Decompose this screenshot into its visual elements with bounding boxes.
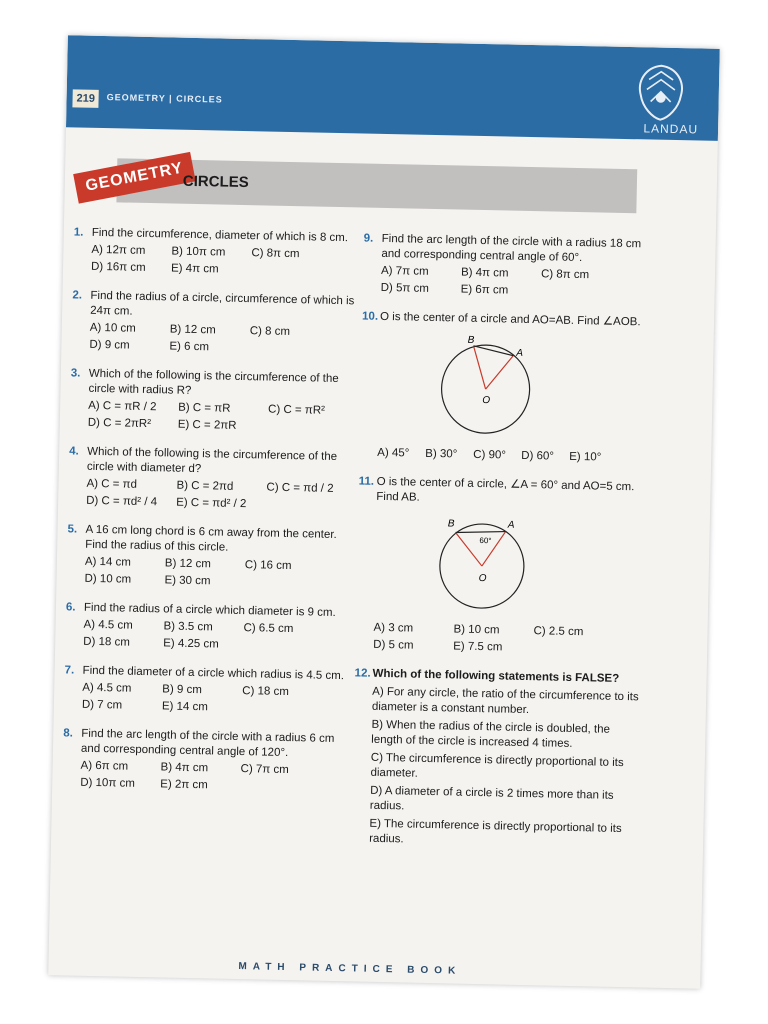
circle-diagram: [430, 330, 542, 442]
question-number: 4.: [69, 445, 79, 458]
question-1: [73, 225, 364, 280]
option: D) 7 cm: [81, 698, 123, 712]
question-4: [68, 444, 359, 514]
question-number: 10.: [361, 310, 379, 323]
option: A) C = πR / 2: [88, 399, 157, 414]
right-column: [351, 232, 654, 867]
option: D) 16π cm: [90, 260, 146, 274]
breadcrumb: GEOMETRY | CIRCLES: [106, 92, 223, 105]
book-footer: MATH PRACTICE BOOK: [238, 961, 462, 977]
question-text: Find the circumference, diameter of which is 8 cm.: [91, 226, 349, 245]
question-text: Find the arc length of the circle with a radius 18 cm and corresponding central angle of 60°.: [381, 232, 642, 265]
option: E) 14 cm: [161, 700, 209, 714]
question-text: Find the radius of a circle, circumference of which is 24π cm.: [90, 289, 355, 318]
option: A) 12π cm: [91, 243, 146, 257]
question-number: 8.: [63, 727, 74, 740]
option: C) 16 cm: [244, 559, 292, 573]
left-column: [62, 225, 364, 810]
question-text: Which of the following is the circumference of the circle with radius R?: [88, 367, 339, 397]
question-12: [351, 666, 645, 852]
point-label: B: [447, 518, 455, 530]
point-label: B: [467, 334, 475, 346]
statement: A) For any circle, the ratio of the circumference to its diameter is a constant number.: [371, 685, 639, 717]
option: C) C = πR²: [267, 403, 326, 417]
question-8: [62, 726, 353, 796]
option: C) 7π cm: [240, 763, 289, 777]
option: C) 8π cm: [251, 247, 300, 261]
option: E) 4π cm: [170, 262, 219, 276]
statement: B) When the radius of the circle is doubled, the length of the circle is increased 4 times.: [371, 718, 611, 750]
option: D) 10 cm: [84, 572, 132, 586]
option: C) C = πd / 2: [266, 481, 334, 495]
option: B) 9 cm: [162, 683, 202, 697]
option: E) 30 cm: [164, 574, 211, 588]
option: C) 6.5 cm: [243, 622, 294, 636]
option: D) 60°: [521, 449, 555, 463]
option: B) 30°: [425, 447, 458, 461]
question-3: [70, 366, 361, 436]
option: A) 4.5 cm: [83, 618, 133, 632]
question-number: 3.: [70, 367, 81, 380]
option: E) 7.5 cm: [453, 640, 503, 654]
option: D) 10π cm: [80, 776, 135, 790]
option: E) C = πd² / 2: [176, 496, 247, 511]
option: B) C = 2πd: [176, 479, 234, 493]
circle-diagram: [426, 510, 538, 617]
option: C) 2.5 cm: [533, 625, 584, 639]
question-number: 9.: [363, 232, 374, 245]
statement: E) The circumference is directly proportional to its radius.: [369, 817, 622, 846]
question-number: 7.: [64, 664, 75, 677]
point-label: A: [507, 519, 515, 531]
option: C) 90°: [473, 448, 507, 462]
option: A) C = πd: [86, 477, 138, 491]
brand-name: LANDAU: [643, 121, 699, 137]
option: E) 6π cm: [460, 283, 509, 297]
option: B) 10π cm: [171, 245, 226, 259]
option: A) 14 cm: [84, 555, 132, 569]
question-5: [66, 522, 357, 592]
option: A) 6π cm: [80, 759, 129, 773]
lion-logo-icon: [630, 61, 691, 124]
option: D) 18 cm: [83, 635, 130, 649]
question-text: O is the center of a circle and AO=AB. Find ∠AOB.: [379, 310, 641, 329]
question-number: 2.: [72, 289, 83, 302]
option: B) 12 cm: [164, 557, 212, 571]
option: A) 10 cm: [89, 321, 136, 335]
question-text: O is the center of a circle, ∠A = 60° and AO=5 cm. Find AB.: [376, 475, 635, 504]
question-text: Find the diameter of a circle which radius is 4.5 cm.: [82, 664, 345, 683]
question-text: Find the arc length of the circle with a radius 6 cm and corresponding central angle of 120°.: [80, 727, 335, 760]
question-6: [65, 600, 356, 655]
option: A) 45°: [377, 446, 410, 460]
page-number: 219: [72, 89, 99, 108]
option: D) 5 cm: [373, 638, 414, 652]
header-banner: [66, 35, 720, 141]
question-number: 5.: [67, 523, 78, 536]
question-2: [71, 288, 362, 358]
point-label: O: [478, 572, 487, 585]
option: D) 5π cm: [380, 281, 429, 295]
question-11: [355, 474, 649, 658]
question-10: [359, 309, 652, 466]
statement: D) A diameter of a circle is 2 times more than its radius.: [369, 784, 614, 813]
option: E) 6 cm: [169, 340, 210, 354]
question-text: Which of the following is the circumference of the circle with diameter d?: [86, 445, 338, 476]
option: A) 4.5 cm: [82, 681, 132, 695]
section-tag: GEOMETRY: [73, 152, 195, 204]
option: E) 10°: [569, 450, 602, 464]
option: B) 4π cm: [460, 266, 509, 280]
question-7: [64, 663, 355, 718]
option: D) C = πd² / 4: [86, 494, 158, 509]
option: A) 7π cm: [380, 264, 429, 278]
option: B) 12 cm: [169, 323, 216, 337]
option: B) 10 cm: [453, 623, 500, 637]
question-number: 6.: [65, 601, 76, 614]
option: D) C = 2πR²: [87, 416, 152, 431]
statement: C) The circumference is directly proportional to its diameter.: [370, 751, 624, 780]
question-text: Which of the following statements is FALSE?: [372, 667, 620, 685]
option: C) 18 cm: [242, 685, 289, 699]
option: D) 9 cm: [89, 338, 130, 352]
question-text: A 16 cm long chord is 6 cm away from the center. Find the radius of this circle.: [85, 523, 337, 554]
book-page: [48, 35, 720, 988]
section-title: CIRCLES: [182, 172, 249, 192]
question-number: 1.: [73, 226, 84, 239]
option: C) 8 cm: [249, 325, 291, 338]
point-label: O: [482, 395, 491, 407]
question-number: 11.: [358, 475, 375, 488]
option: B) C = πR: [178, 401, 231, 415]
option: B) 4π cm: [160, 761, 209, 775]
point-label: A: [516, 347, 524, 359]
question-text: Find the radius of a circle which diameter is 9 cm.: [83, 601, 336, 620]
option: B) 3.5 cm: [163, 620, 213, 634]
option: E) 2π cm: [160, 778, 208, 792]
question-number: 12.: [354, 667, 371, 680]
angle-label: 60°: [479, 536, 492, 546]
question-9: [363, 232, 654, 302]
option: A) 3 cm: [373, 621, 414, 635]
option: C) 8π cm: [540, 268, 590, 282]
option: E) C = 2πR: [177, 418, 237, 432]
option: E) 4.25 cm: [163, 637, 219, 651]
